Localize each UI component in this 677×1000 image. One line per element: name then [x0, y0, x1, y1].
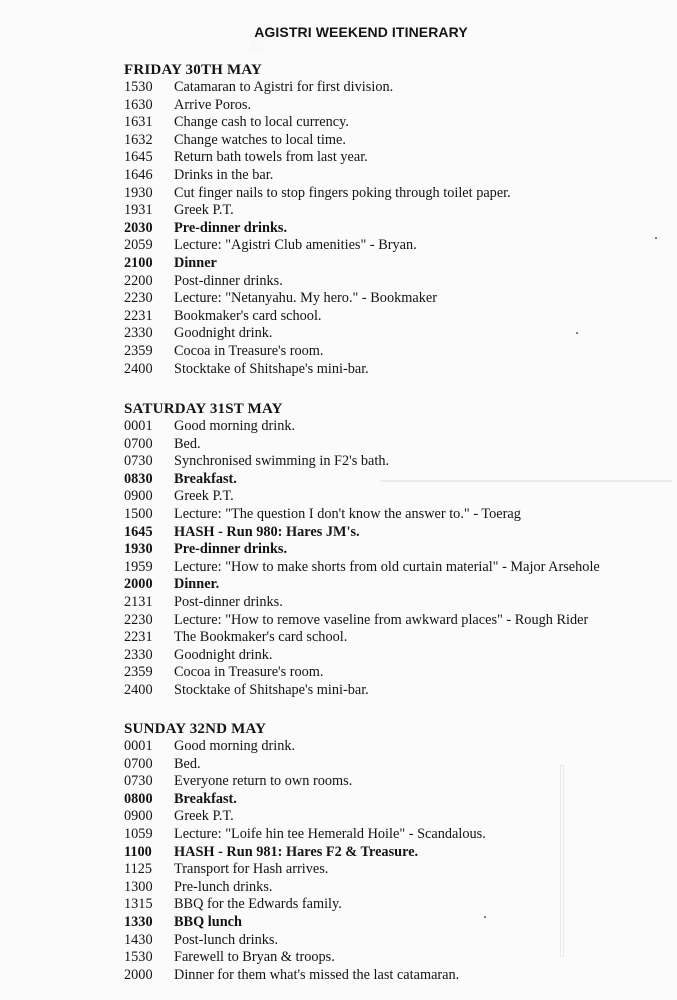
schedule-description: Dinner. — [174, 576, 220, 593]
schedule-time: 2400 — [124, 681, 153, 698]
schedule-row — [124, 738, 644, 756]
schedule-row — [124, 932, 644, 950]
schedule-row — [124, 541, 644, 559]
schedule-description: Change watches to local time. — [174, 131, 346, 148]
schedule-time: 0001 — [124, 418, 153, 434]
schedule-row — [124, 949, 644, 967]
schedule-description: Greek P.T. — [174, 808, 234, 825]
schedule-time: 2230 — [124, 290, 153, 307]
schedule-description: Post-dinner drinks. — [174, 593, 283, 610]
schedule-row — [124, 664, 644, 682]
schedule-description: Arrive Poros. — [174, 96, 252, 113]
schedule-row — [124, 325, 644, 343]
day-heading: SUNDAY 32ND MAY — [124, 721, 267, 737]
schedule-row — [124, 682, 644, 700]
schedule-time: 1630 — [124, 96, 153, 113]
schedule-description: Lecture: "How to remove vaseline from awkward places" - Rough Rider — [174, 611, 589, 628]
schedule-row — [124, 114, 644, 132]
schedule-description: Cocoa in Treasure's room. — [174, 342, 324, 359]
schedule-row — [124, 185, 644, 203]
schedule-row — [124, 453, 644, 471]
schedule-time: 1930 — [124, 184, 153, 201]
schedule-time: 1931 — [124, 202, 153, 219]
schedule-row — [124, 255, 644, 273]
schedule-time: 2231 — [124, 629, 153, 646]
schedule-description: Bookmaker's card school. — [174, 307, 322, 324]
schedule-row — [124, 791, 644, 809]
schedule-description: Bed. — [174, 755, 201, 772]
schedule-row — [124, 167, 644, 185]
schedule-time: 2100 — [124, 254, 153, 271]
schedule-description: Return bath towels from last year. — [174, 149, 368, 166]
schedule-row — [124, 861, 644, 879]
schedule-row — [124, 290, 644, 308]
schedule-row — [124, 506, 644, 524]
document-title: AGISTRI WEEKEND ITINERARY — [254, 24, 468, 40]
schedule-row — [124, 559, 644, 577]
paper-speck — [484, 916, 486, 918]
schedule-description: Bed. — [174, 435, 201, 452]
schedule-time: 1500 — [124, 505, 153, 522]
schedule-time: 1315 — [124, 896, 153, 913]
schedule-time: 1330 — [124, 913, 153, 930]
schedule-description: Lecture: "The question I don't know the answer to." - Toerag — [174, 505, 521, 522]
schedule-time: 0900 — [124, 808, 153, 825]
schedule-description: Cocoa in Treasure's room. — [174, 664, 324, 681]
schedule-row — [124, 844, 644, 862]
schedule-row — [124, 79, 644, 97]
schedule-time: 1100 — [124, 843, 152, 860]
paper-speck — [576, 332, 578, 334]
schedule-row — [124, 808, 644, 826]
schedule-time: 2359 — [124, 664, 153, 681]
schedule-time: 0900 — [124, 488, 153, 505]
schedule-row — [124, 576, 644, 594]
schedule-description: Goodnight drink. — [174, 325, 273, 342]
schedule-time: 0730 — [124, 453, 153, 470]
schedule-row — [124, 647, 644, 665]
schedule-time: 2359 — [124, 342, 153, 359]
schedule-time: 0700 — [124, 435, 153, 452]
schedule-time: 1645 — [124, 149, 153, 166]
schedule-time: 1632 — [124, 131, 153, 148]
schedule-description: Change cash to local currency. — [174, 114, 349, 131]
day-heading: FRIDAY 30TH MAY — [124, 62, 263, 78]
schedule-description: Good morning drink. — [174, 418, 296, 434]
schedule-description: Breakfast. — [174, 790, 237, 807]
schedule-description: Drinks in the bar. — [174, 166, 274, 183]
schedule-time: 2330 — [124, 325, 153, 342]
schedule-description: Transport for Hash arrives. — [174, 861, 329, 878]
schedule-description: BBQ for the Edwards family. — [174, 896, 342, 913]
schedule-row — [124, 967, 644, 985]
schedule-row — [124, 436, 644, 454]
schedule-time: 1059 — [124, 825, 153, 842]
schedule-time: 0001 — [124, 738, 153, 754]
schedule-time: 2400 — [124, 360, 153, 377]
schedule-description: The Bookmaker's card school. — [174, 629, 348, 646]
schedule-description: Pre-dinner drinks. — [174, 219, 288, 236]
schedule-description: Pre-dinner drinks. — [174, 541, 288, 558]
schedule-description: Greek P.T. — [174, 488, 234, 505]
schedule-row — [124, 471, 644, 489]
schedule-row — [124, 418, 644, 436]
schedule-description: HASH - Run 981: Hares F2 & Treasure. — [174, 843, 419, 860]
schedule-row — [124, 97, 644, 115]
schedule-time: 1646 — [124, 166, 153, 183]
schedule-description: BBQ lunch — [174, 913, 242, 930]
schedule-time: 1530 — [124, 949, 153, 966]
day-friday — [124, 61, 644, 378]
schedule-description: Cut finger nails to stop fingers poking through toilet paper. — [174, 184, 511, 201]
schedule-time: 2059 — [124, 237, 153, 254]
schedule-row — [124, 773, 644, 791]
schedule-description: Farewell to Bryan & troops. — [174, 949, 335, 966]
schedule-time: 1930 — [124, 541, 153, 558]
schedule-time: 1631 — [124, 114, 153, 131]
schedule-row — [124, 629, 644, 647]
schedule-description: HASH - Run 980: Hares JM's. — [174, 523, 360, 540]
schedule-time: 0830 — [124, 470, 153, 487]
day-saturday — [124, 400, 644, 700]
schedule-row — [124, 612, 644, 630]
schedule-row — [124, 237, 644, 255]
schedule-row — [124, 879, 644, 897]
day-sunday — [124, 720, 644, 984]
schedule-time: 1530 — [124, 79, 153, 95]
schedule-list — [124, 738, 644, 984]
schedule-description: Catamaran to Agistri for first division. — [174, 79, 394, 95]
schedule-description: Lecture: "Loife hin tee Hemerald Hoile" - Scandalous. — [174, 825, 486, 842]
schedule-time: 2131 — [124, 593, 153, 610]
schedule-time: 1430 — [124, 931, 153, 948]
schedule-time: 1300 — [124, 878, 153, 895]
schedule-time: 1959 — [124, 558, 153, 575]
schedule-description: Stocktake of Shitshape's mini-bar. — [174, 681, 369, 698]
schedule-time: 0800 — [124, 790, 153, 807]
schedule-description: Post-dinner drinks. — [174, 272, 283, 289]
schedule-description: Stocktake of Shitshape's mini-bar. — [174, 360, 369, 377]
schedule-row — [124, 220, 644, 238]
schedule-row — [124, 273, 644, 291]
schedule-time: 2200 — [124, 272, 153, 289]
schedule-description: Good morning drink. — [174, 738, 296, 754]
schedule-row — [124, 914, 644, 932]
schedule-description: Greek P.T. — [174, 202, 234, 219]
schedule-time: 0730 — [124, 773, 153, 790]
schedule-time: 2000 — [124, 576, 153, 593]
schedule-row — [124, 149, 644, 167]
schedule-row — [124, 132, 644, 150]
schedule-description: Lecture: "Agistri Club amenities" - Bryan. — [174, 237, 417, 254]
schedule-description: Breakfast. — [174, 470, 237, 487]
schedule-time: 2230 — [124, 611, 153, 628]
schedule-list — [124, 418, 644, 700]
schedule-description: Lecture: "How to make shorts from old curtain material" - Major Arsehole — [174, 558, 600, 575]
schedule-description: Pre-lunch drinks. — [174, 878, 273, 895]
paper-speck — [655, 237, 657, 239]
schedule-description: Synchronised swimming in F2's bath. — [174, 453, 390, 470]
schedule-description: Dinner — [174, 254, 217, 271]
schedule-time: 1645 — [124, 523, 153, 540]
schedule-description: Lecture: "Netanyahu. My hero." - Bookmaker — [174, 290, 437, 307]
schedule-row — [124, 826, 644, 844]
schedule-row — [124, 756, 644, 774]
schedule-row — [124, 524, 644, 542]
schedule-row — [124, 343, 644, 361]
schedule-row — [124, 308, 644, 326]
schedule-time: 0700 — [124, 755, 153, 772]
schedule-time: 2231 — [124, 307, 153, 324]
schedule-time: 2030 — [124, 219, 153, 236]
schedule-row — [124, 896, 644, 914]
schedule-row — [124, 361, 644, 379]
day-heading: SATURDAY 31ST MAY — [124, 401, 283, 417]
schedule-row — [124, 594, 644, 612]
schedule-description: Goodnight drink. — [174, 646, 273, 663]
schedule-time: 2330 — [124, 646, 153, 663]
schedule-description: Dinner for them what's missed the last catamaran. — [174, 966, 460, 983]
schedule-description: Post-lunch drinks. — [174, 931, 279, 948]
schedule-row — [124, 202, 644, 220]
schedule-time: 1125 — [124, 861, 153, 878]
schedule-row — [124, 488, 644, 506]
show-through-decoration: ░ — [250, 32, 265, 52]
schedule-list — [124, 79, 644, 378]
schedule-description: Everyone return to own rooms. — [174, 773, 353, 790]
schedule-time: 2000 — [124, 966, 153, 983]
